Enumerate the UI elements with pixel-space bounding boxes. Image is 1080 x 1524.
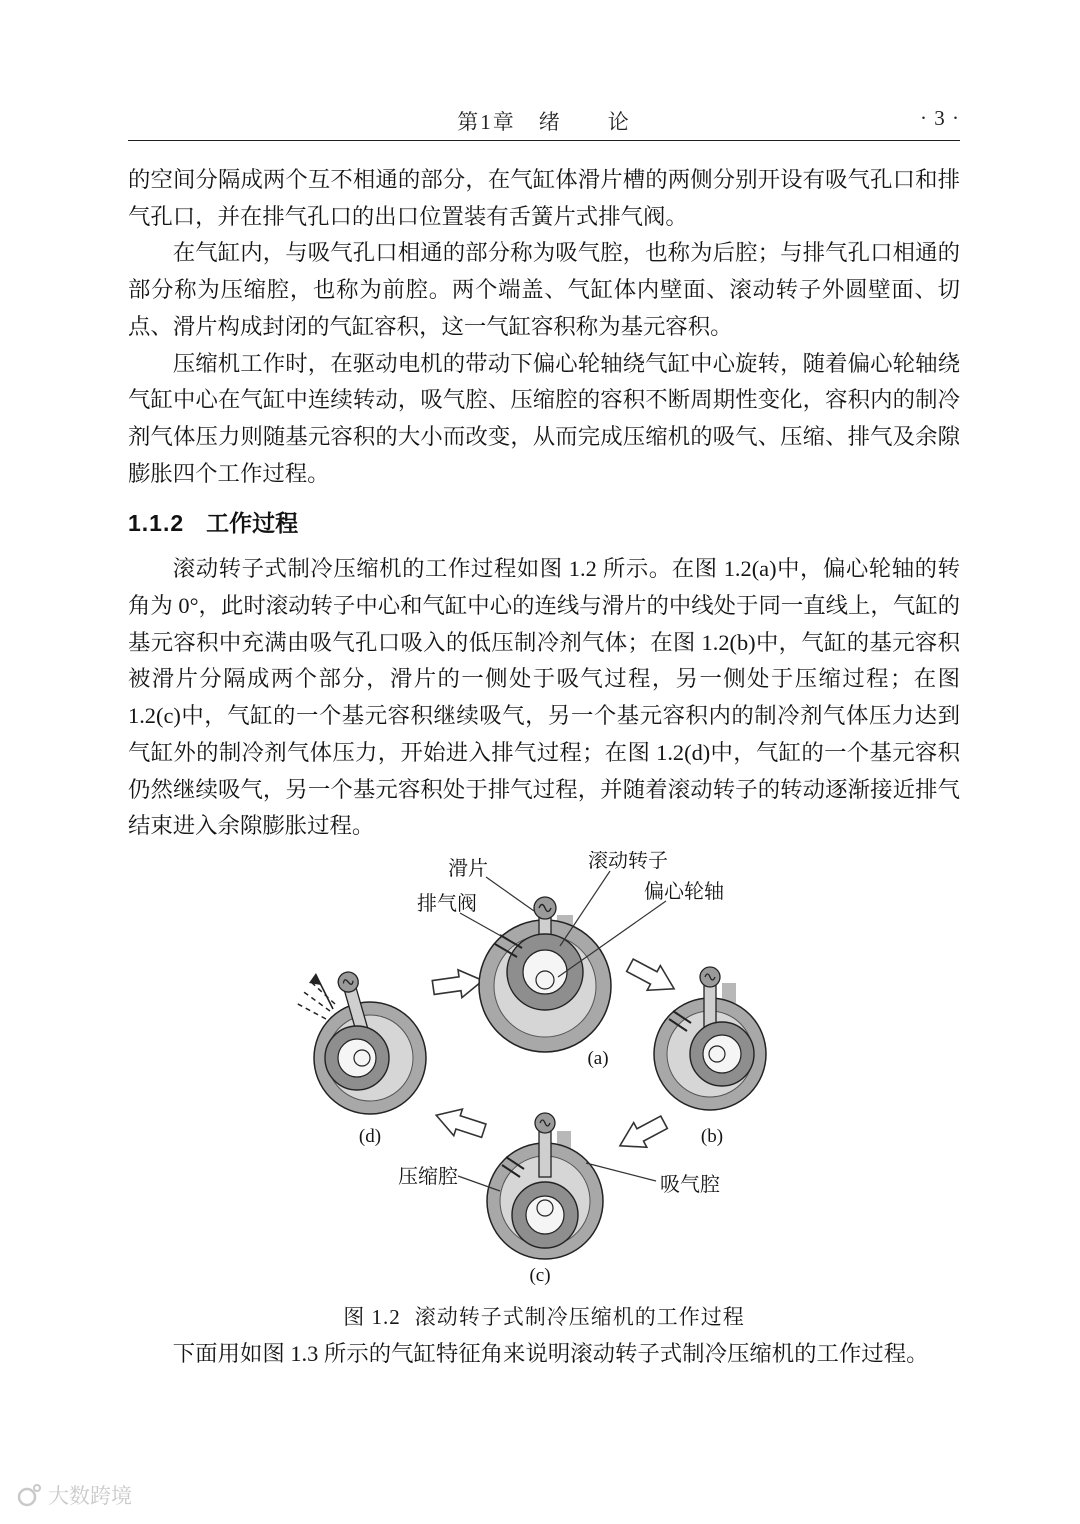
compressor-unit-d — [296, 970, 426, 1114]
chapter-title: 第1章 绪 论 — [457, 110, 631, 134]
page-header — [128, 104, 960, 141]
watermark-brand: 大数跨境 — [48, 1485, 132, 1508]
label-eccentric-shaft: 偏心轮轴 — [644, 880, 724, 903]
figure-caption-number: 图 1.2 — [343, 1304, 401, 1329]
section-title: 工作过程 — [206, 510, 299, 537]
label-vane: 滑片 — [448, 857, 488, 880]
paragraph-4: 滚动转子式制冷压缩机的工作过程如图 1.2 所示。在图 1.2(a)中，偏心轮轴的转角为 0°，此时滚动转子中心和气缸中心的连线与滑片的中线处于同一直线上，气缸的基元容积中充满由吸气孔口吸入的低压制冷剂气体；在图 1.2(b)中，气缸的基元容积被滑片分隔成两个部分，滑片的一侧处于吸气过程，另一侧处于压缩过程；在图 1.2(c)中，气缸的一个基元容积继续吸气，另一个基元容积内的制冷剂气体压力达到气缸外的制冷剂气体压力，开始进入排气过程；在图 1.2(d)中，气缸的一个基元容积仍然继续吸气，另一个基元容积处于排气过程，并随着滚动转子的转动逐渐接近排气结束进入余隙膨胀过程。 — [128, 556, 960, 839]
watermark-logo-icon — [16, 1482, 42, 1508]
discharge-flow-d — [296, 973, 335, 1019]
arrow-b-to-c — [613, 1110, 670, 1158]
sublabel-d: (d) — [358, 1125, 382, 1147]
label-discharge-valve: 排气阀 — [417, 892, 477, 915]
figure-caption-title: 滚动转子式制冷压缩机的工作过程 — [414, 1304, 745, 1329]
sublabel-a: (a) — [587, 1047, 609, 1069]
body-text — [128, 162, 960, 1372]
label-compression-chamber: 压缩腔 — [398, 1165, 458, 1188]
paragraph-3: 压缩机工作时，在驱动电机的带动下偏心轮轴绕气缸中心旋转，随着偏心轮轴绕气缸中心在气缸中连续转动，吸气腔、压缩腔的容积不断周期性变化，容积内的制冷剂气体压力则随基元容积的大小而改变，从而完成压缩机的吸气、压缩、排气及余隙膨胀四个工作过程。 — [128, 350, 960, 486]
rotor-bore-a — [523, 950, 567, 994]
page-number: · 3 · — [920, 106, 960, 130]
figure-1-2 — [128, 851, 960, 1291]
figure-caption — [128, 1299, 960, 1336]
label-suction-chamber: 吸气腔 — [660, 1173, 720, 1196]
section-number: 1.1.2 — [128, 510, 185, 537]
arrow-c-to-d — [432, 1102, 488, 1144]
section-heading — [128, 507, 960, 539]
paragraph-closing: 下面用如图 1.3 所示的气缸特征角来说明滚动转子式制冷压缩机的工作过程。 — [172, 1340, 929, 1366]
arrow-d-to-a — [431, 967, 484, 1002]
label-rolling-rotor: 滚动转子 — [588, 850, 668, 872]
paragraph-2: 在气缸内，与吸气孔口相通的部分称为吸气腔，也称为后腔；与排气孔口相通的部分称为压缩腔，也称为前腔。两个端盖、气缸体内壁面、滚动转子外圆壁面、切点、滑片构成封闭的气缸容积，这一气缸容积称为基元容积。 — [128, 240, 960, 339]
rotor-bore-c — [526, 1196, 564, 1234]
paragraph-1: 的空间分隔成两个互不相通的部分，在气缸体滑片槽的两侧分别开设有吸气孔口和排气孔口，并在排气孔口的出口位置装有舌簧片式排气阀。 — [128, 167, 960, 229]
vane-b — [704, 981, 716, 1029]
figure-1-2-drawing — [128, 851, 960, 1291]
arrow-a-to-b — [623, 953, 680, 1001]
watermark — [16, 1480, 132, 1510]
sublabel-b: (b) — [700, 1125, 724, 1147]
sublabel-c: (c) — [529, 1264, 551, 1286]
compressor-unit-a — [479, 897, 611, 1052]
compressor-unit-c — [487, 1113, 603, 1259]
vane-c — [539, 1127, 551, 1177]
